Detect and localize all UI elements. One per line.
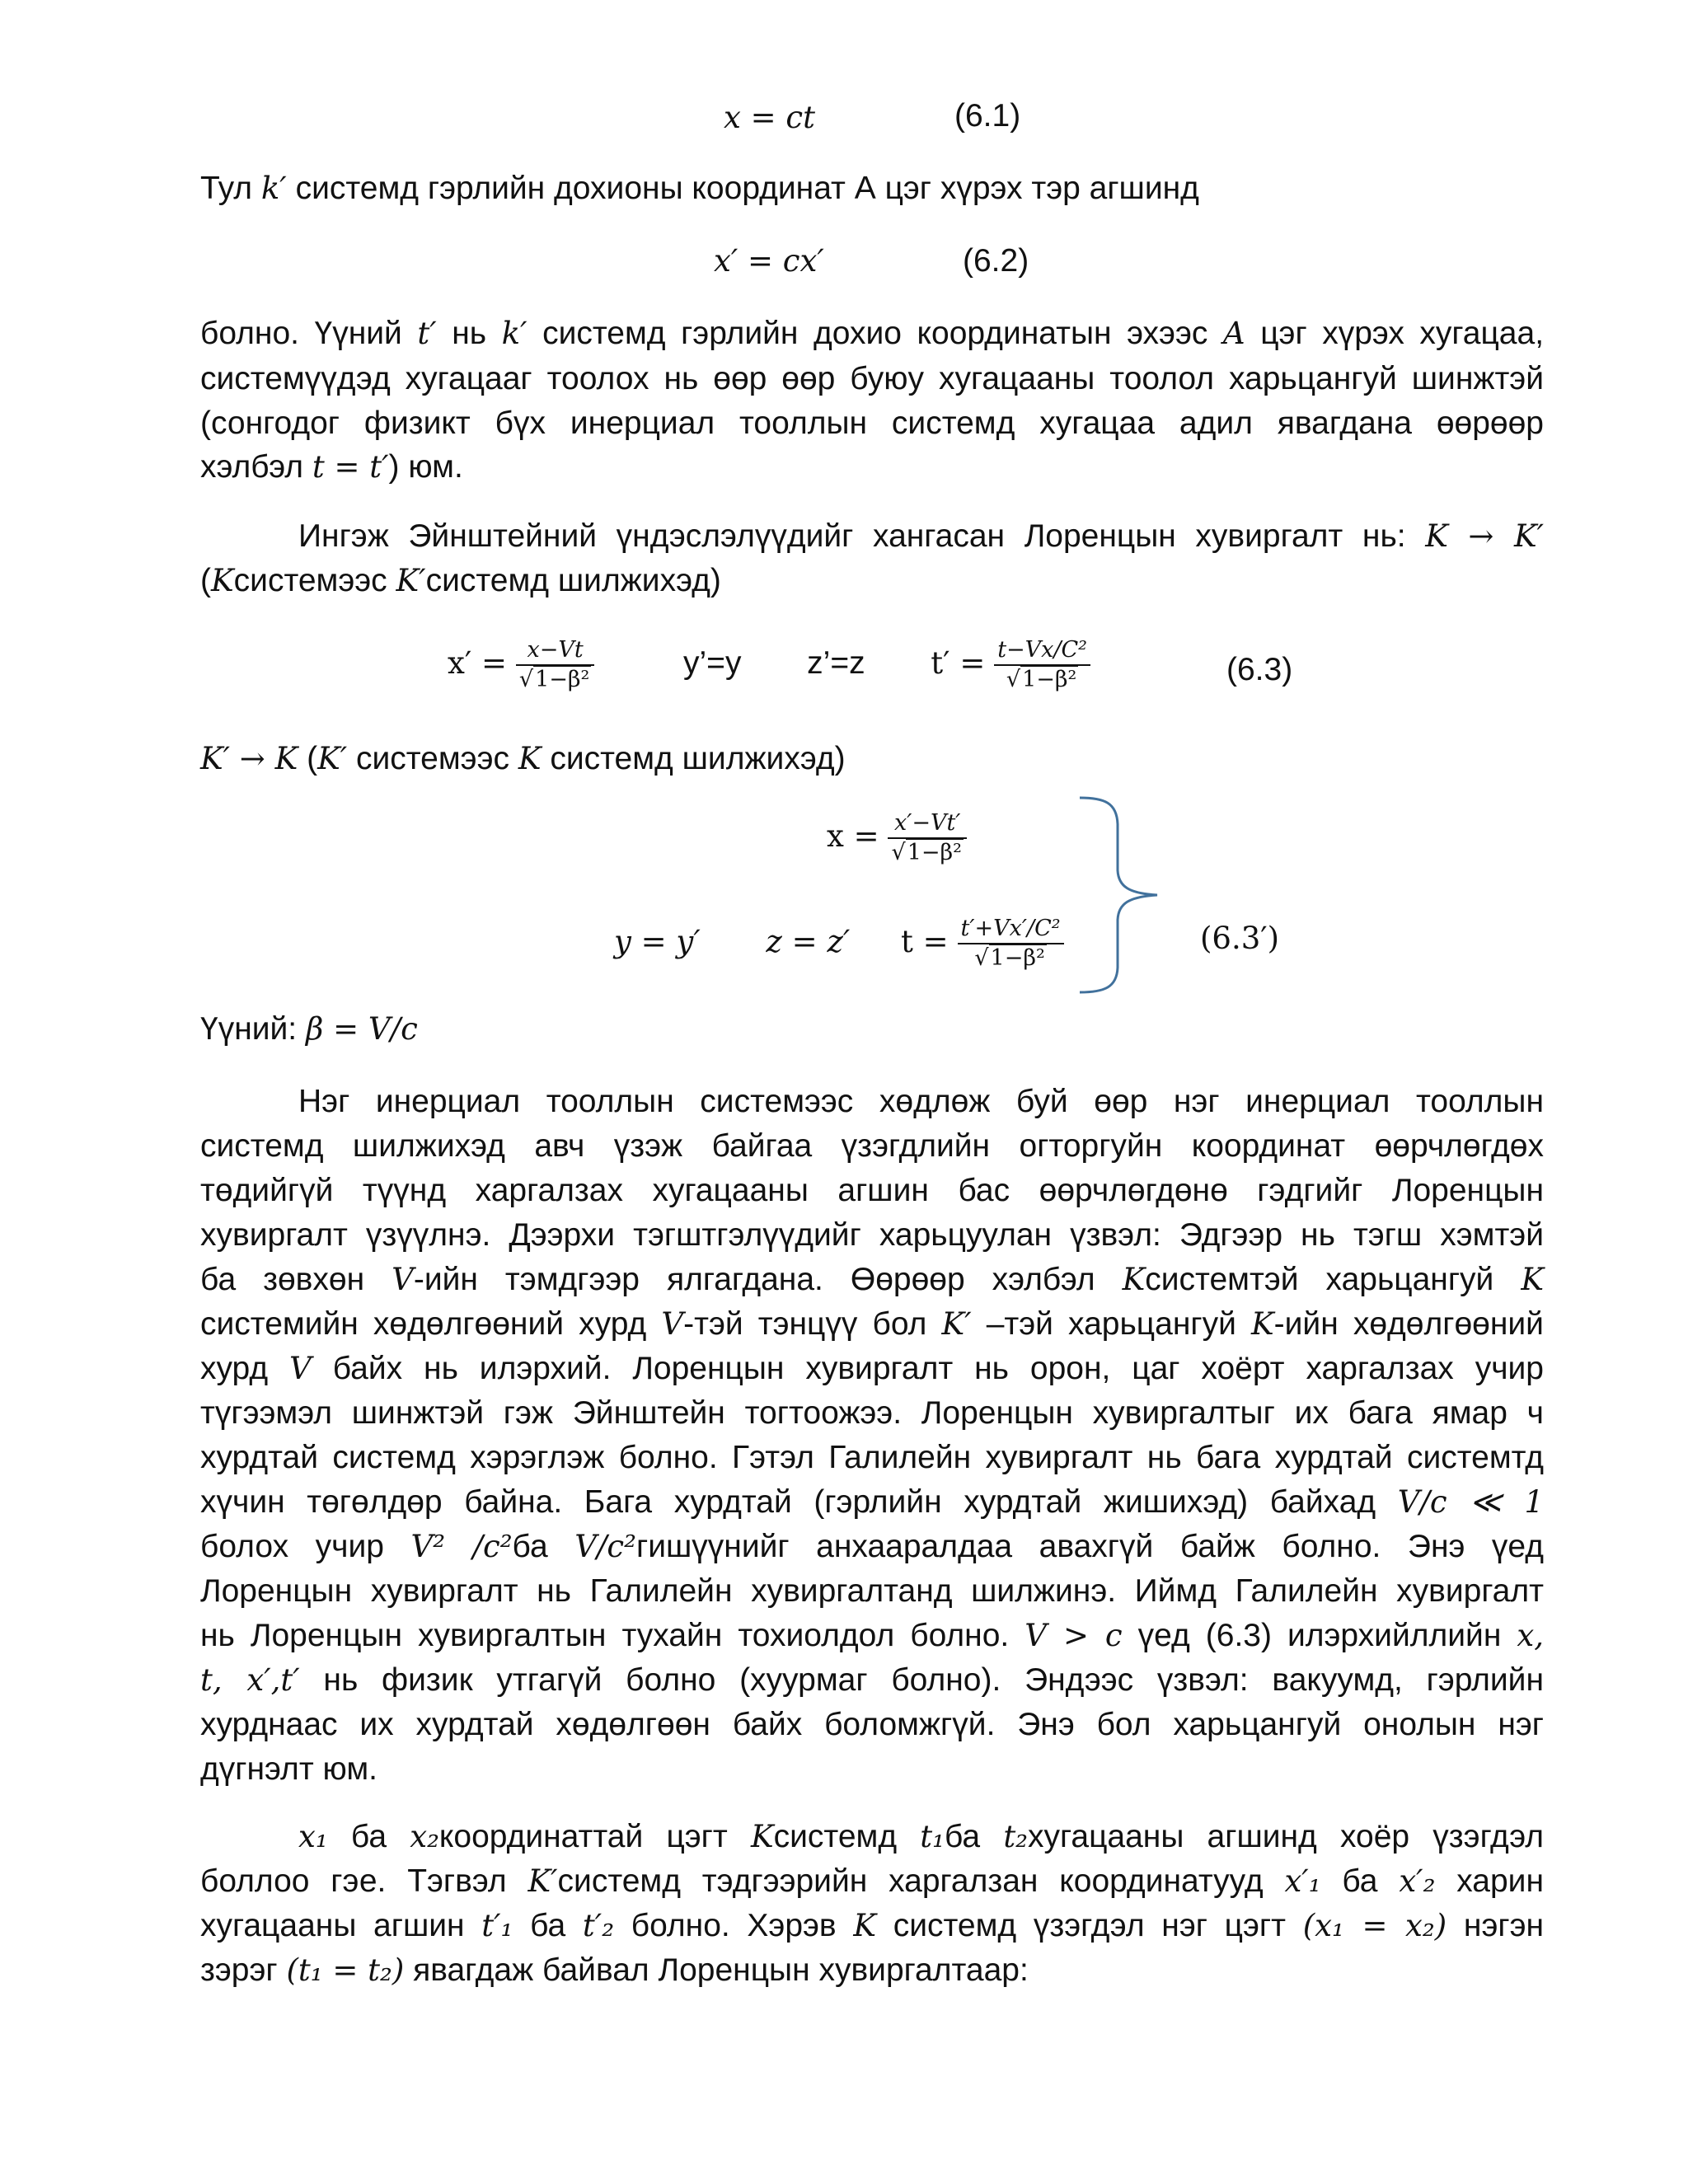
math-symbol: K — [211, 563, 234, 598]
math-symbol: x′₂ — [1399, 1863, 1436, 1899]
text-span: нь — [452, 316, 487, 351]
math-symbol: t′₂ — [582, 1908, 615, 1943]
radicand: 1−β² — [907, 839, 962, 865]
para4-line-4 — [200, 1948, 1029, 1992]
math-symbol: K — [518, 741, 542, 776]
math-expression: (x₁ = x₂) — [1302, 1908, 1447, 1943]
text-span: системээс — [233, 563, 387, 598]
text-span: зэрэг — [200, 1952, 278, 1988]
text-span: системд гэрлийн дохио координатын эхээс — [542, 316, 1208, 351]
text-span: -ийн тэмдгээр ялгагдана. Өөрөөр хэлбэл — [413, 1262, 1095, 1297]
sqrt-sign: √1−β² — [518, 666, 590, 692]
text-span: -ийн хөдөлгөөний — [1273, 1306, 1544, 1342]
text-span: ( — [307, 741, 318, 776]
para4-line-2 — [200, 1859, 1544, 1903]
fraction-denominator — [958, 944, 1064, 972]
equation-6-2: x′ = cx′ — [714, 243, 824, 279]
text-span: ба — [350, 1819, 387, 1854]
right-brace — [1071, 791, 1170, 1005]
text-span: системд шилжихэд) — [425, 563, 721, 598]
fraction-numerator: x′−Vt′ — [888, 809, 966, 839]
text-span: -тэй тэнцүү бол — [683, 1306, 927, 1342]
math-symbol: V — [392, 1262, 414, 1297]
eq-z: z’=z — [807, 645, 865, 681]
para3-line-5 — [200, 1258, 1544, 1301]
text-span: ба зөвхөн — [200, 1262, 365, 1297]
text-span: системтэй харьцангуй — [1145, 1262, 1494, 1297]
sqrt-sign: √1−β² — [1006, 666, 1077, 692]
math-symbol: V — [661, 1306, 684, 1342]
math-symbol: x, — [1517, 1618, 1545, 1653]
para1-line-3: (сонгодог физикт бүх инерциал тооллын системд хугацаа адил явагдана өөрөөр — [200, 405, 1544, 441]
text-span: системийн хөдөлгөөний хурд — [200, 1306, 647, 1342]
para3-line-2: системд шилжихэд авч үзэж байгаа үзэгдлийн огторгуйн координат өөрчлөгдөх — [200, 1128, 1544, 1164]
text-span: явагдаж байвал Лоренцын хувиргалтаар: — [413, 1952, 1029, 1988]
brace-path — [1080, 798, 1157, 992]
text-span: гишүүнийг анхааралдаа авахгүй байж болно. Энэ үед — [635, 1529, 1545, 1564]
math-symbol: K — [1122, 1262, 1146, 1297]
text-span: боллоо гэе. Тэгвэл — [200, 1863, 507, 1899]
para4-line-1 — [200, 1815, 1544, 1858]
math-symbol: x₁ — [298, 1819, 328, 1854]
math-expression: V/c ≪ 1 — [1397, 1484, 1544, 1520]
text-span: болно. Хэрэв — [631, 1908, 837, 1943]
radicand: 1−β² — [990, 944, 1045, 971]
equation-label-6-1: (6.1) — [954, 98, 1021, 134]
text-span: хурд — [200, 1351, 269, 1386]
fraction-numerator: t′+Vx′/C² — [958, 915, 1064, 944]
text-span: –тэй харьцангуй — [986, 1306, 1236, 1342]
text-span: хугацааны агшин — [200, 1908, 465, 1943]
math-expression: K′ → K — [200, 741, 298, 776]
math-expression: (t₁ = t₂) — [286, 1952, 405, 1988]
text-span: нэгэн — [1463, 1908, 1545, 1943]
math-symbol: K — [1521, 1262, 1544, 1297]
fraction-x — [516, 636, 594, 694]
math-symbol: x′₁ — [1284, 1863, 1321, 1899]
math-symbol: K — [1251, 1306, 1274, 1342]
para3-line-1: Нэг инерциал тооллын системээс хөдлөж буй өөр нэг инерциал тооллын — [298, 1084, 1544, 1119]
para3-line-7 — [200, 1347, 1544, 1390]
text-span: системд гэрлийн дохионы координат А цэг хүрэх тэр агшинд — [295, 171, 1199, 206]
eq-y: y’=y — [683, 645, 742, 681]
para3-line-12: Лоренцын хувиргалт нь Галилейн хувиргалтанд шилжинэ. Иймд Галилейн хувиргалт — [200, 1573, 1544, 1609]
eq-lhs-x: x′ = — [448, 645, 508, 681]
math-symbol: t₁ — [920, 1819, 945, 1854]
math-expression: V/c² — [574, 1529, 636, 1564]
equation-label-6-2: (6.2) — [963, 243, 1029, 279]
fraction-denominator — [888, 839, 966, 867]
text-span: ба — [944, 1819, 981, 1854]
fraction-numerator: t−Vx/C² — [994, 636, 1090, 666]
math-expression: β = V/c — [305, 1011, 418, 1047]
para2-line-1 — [200, 514, 1544, 558]
text-span: хүчин төгөлдөр байна. Бага хурдтай (гэрлийн хурдтай жишихэд) байхад — [200, 1484, 1376, 1520]
text-span: хугацааны агшинд хоёр үзэгдэл — [1028, 1819, 1545, 1854]
sqrt-sign: √1−β² — [974, 944, 1045, 971]
math-expression: V > c — [1025, 1618, 1123, 1653]
para1-line-4 — [200, 445, 463, 489]
para3-line-6 — [200, 1302, 1544, 1346]
inverse-transform-line — [200, 737, 846, 780]
text-span: цэг хүрэх хугацаа, — [1260, 316, 1545, 351]
fraction-denominator — [994, 666, 1090, 694]
math-expression: V² /c² — [410, 1529, 513, 1564]
math-symbol: K — [853, 1908, 876, 1943]
para3-line-3: төдийгүй түүнд харгалзах хугацааны агшин бас өөрчлөгдөнө гэдгийг Лоренцын — [200, 1173, 1544, 1208]
para1-line-2: системүүдэд хугацааг тоолох нь өөр өөр буюу хугацааны тоолол харьцангуй шинжтэй — [200, 361, 1544, 396]
para3-line-15: хурднаас их хурдтай хөдөлгөөн байх боломжгүй. Энэ бол харьцангуй онолын нэг — [200, 1707, 1544, 1742]
equation-label-6-3: (6.3) — [1226, 652, 1293, 687]
radicand: 1−β² — [535, 666, 590, 692]
text-span: системд — [773, 1819, 898, 1854]
equation-6-3p-yzt — [614, 905, 1064, 979]
text-span: ( — [200, 563, 211, 598]
text-span: ба — [512, 1529, 548, 1564]
para2-line-2 — [200, 559, 721, 602]
para3-line-16: дүгнэлт юм. — [200, 1751, 377, 1787]
text-span: Үүний: — [200, 1011, 298, 1047]
para3-line-14 — [200, 1658, 1544, 1702]
equation-6-1: x = ct — [724, 100, 815, 135]
equation-label-6-3p: (6.3′) — [1200, 921, 1280, 956]
text-span: болно. Үүний — [200, 316, 402, 351]
para3-line-8: түгээмэл шинжтэй гэж Эйнштейн тогтоожээ. Лоренцын хувиргалтыг их бага ямар ч — [200, 1395, 1544, 1431]
equation-6-3p-x — [827, 799, 967, 874]
intro-line — [200, 166, 1199, 210]
eq-lhs-x: x = — [827, 818, 879, 854]
equation-6-3 — [448, 626, 1090, 701]
text-span: ба — [1342, 1863, 1378, 1899]
para3-line-13 — [200, 1614, 1544, 1657]
para3-line-9: хурдтай системд хэрэглэж болно. Гэтэл Галилейн хувиргалт нь бага хурдтай системтд — [200, 1440, 1544, 1475]
text-span: координаттай цэгт — [438, 1819, 728, 1854]
math-symbol: K′ — [528, 1863, 558, 1899]
beta-definition — [200, 1007, 418, 1051]
text-span: байх нь илэрхий. Лоренцын хувиргалт нь орон, цаг хоёрт харгалзах учир — [332, 1351, 1544, 1386]
math-expression: t = t′ — [312, 449, 389, 485]
text-span: харин — [1456, 1863, 1544, 1899]
text-span: нь Лоренцын хувиргалтын тухайн тохиолдол болно. — [200, 1618, 1010, 1653]
math-symbol: k′ — [501, 316, 528, 351]
text-span: системд үзэгдэл нэг цэгт — [893, 1908, 1286, 1943]
math-symbol: K′ — [317, 741, 348, 776]
text-span: Ингэж Эйнштейний үндэслэлүүдийг хангасан Лоренцын хувиргалт нь: — [298, 518, 1406, 554]
fraction-denominator — [516, 666, 594, 694]
math-symbol: K — [750, 1819, 774, 1854]
text-span: ) юм. — [388, 449, 463, 485]
text-span: ба — [530, 1908, 566, 1943]
para3-line-11 — [200, 1525, 1544, 1568]
text-span: үед (6.3) илэрхийллийн — [1137, 1618, 1502, 1653]
para1-line-1 — [200, 312, 1544, 355]
math-symbol: K′ — [941, 1306, 972, 1342]
sqrt-sign: √1−β² — [891, 839, 962, 865]
text-span: системд шилжихэд) — [550, 741, 846, 776]
radicand: 1−β² — [1022, 666, 1077, 692]
text-span: хэлбэл — [200, 449, 303, 485]
fraction-t — [994, 636, 1090, 694]
para3-line-10 — [200, 1480, 1544, 1524]
text-span: нь физик утгагүй болно (хуурмаг болно). Эндээс үзвэл: вакуумд, гэрлийн — [323, 1662, 1544, 1698]
eq-lhs-t: t = — [901, 924, 949, 959]
fraction-x — [888, 809, 966, 867]
eq-z: z = z′ — [766, 924, 851, 959]
para3-line-4: хувиргалт үзүүлнэ. Дээрхи тэгштгэлүүдийг харьцуулан үзвэл: Эдгээр нь тэгш хэмтэй — [200, 1217, 1544, 1253]
math-expression: K → K′ — [1425, 518, 1544, 554]
math-symbol: x₂ — [410, 1819, 439, 1854]
math-expression: t, x′,t′ — [200, 1662, 300, 1698]
fraction-numerator: x−Vt — [516, 636, 594, 666]
text-span: болох учир — [200, 1529, 384, 1564]
text-span: системээс — [355, 741, 509, 776]
eq-lhs-t: t′ = — [931, 645, 986, 681]
text-span: системд тэдгээрийн харгалзан координатууд — [557, 1863, 1264, 1899]
fraction-t — [958, 915, 1064, 972]
math-symbol: k′ — [260, 171, 287, 206]
text-span: Тул — [200, 171, 253, 206]
para4-line-3 — [200, 1904, 1544, 1947]
math-symbol: V — [289, 1351, 312, 1386]
math-symbol: t₂ — [1003, 1819, 1029, 1854]
math-symbol: t′₁ — [481, 1908, 513, 1943]
eq-y: y = y′ — [614, 924, 701, 959]
math-symbol: K′ — [396, 563, 426, 598]
math-symbol: t′ — [417, 316, 437, 351]
math-symbol: A — [1222, 316, 1245, 351]
